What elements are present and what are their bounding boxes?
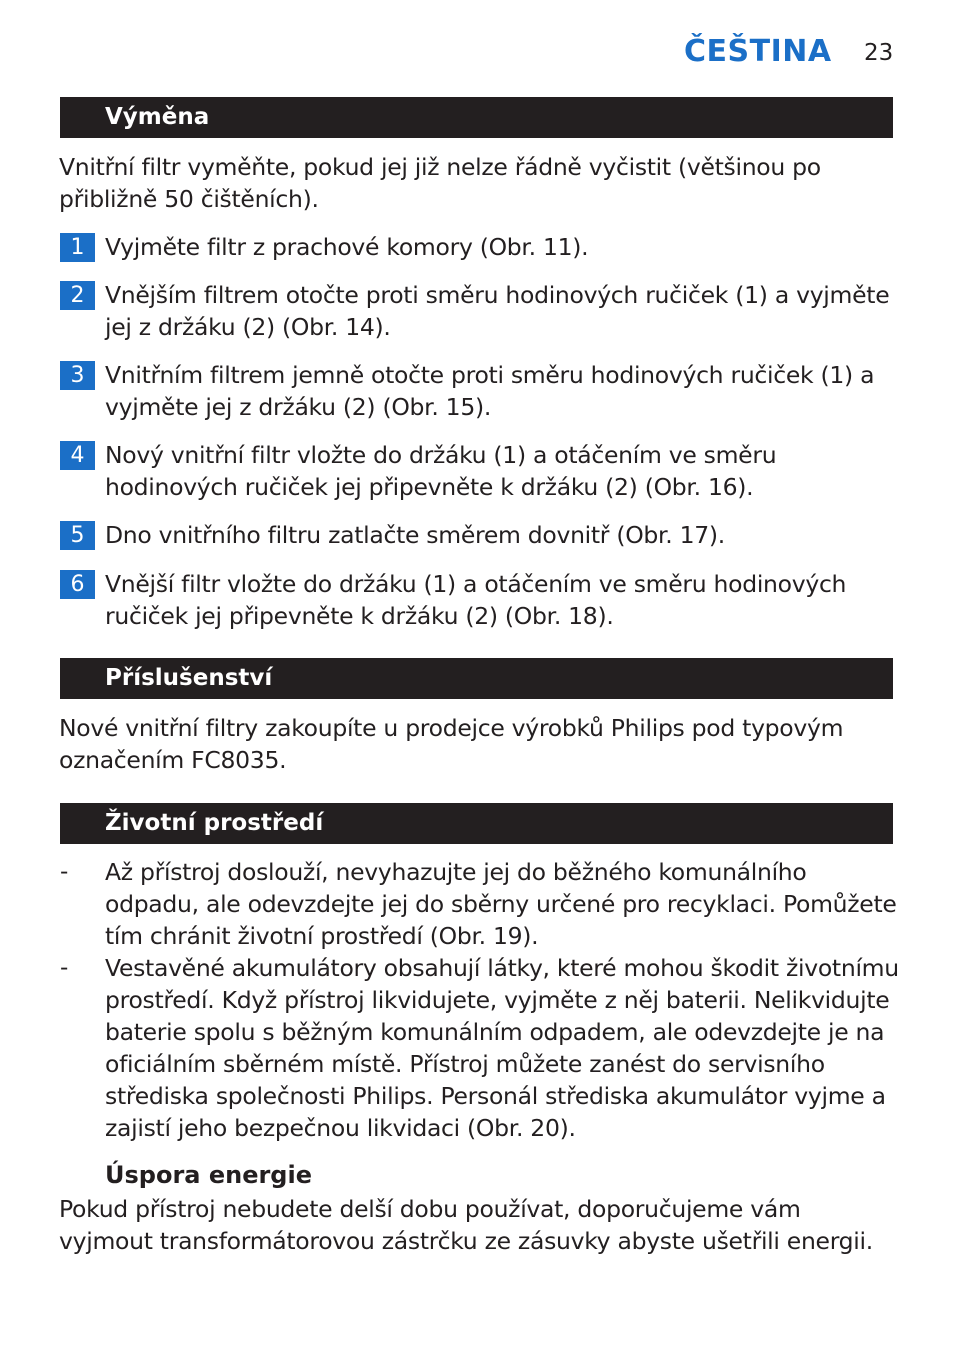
bullet-text: Až přístroj doslouží, nevyhazujte jej do běžného komunálního odpadu, ale odevzdejte jej do sběrny určené pro recyklaci. Pomůžete tím chránit životní prostředí (Obr. 19).: [105, 858, 897, 950]
step-text: Vnější filtr vložte do držáku (1) a otáčením ve směru hodinových ručiček jej připevněte k držáku (2) (Obr. 18).: [105, 570, 847, 630]
energy-text: Pokud přístroj nebudete delší dobu používat, doporučujeme vám vyjmout transformátorovou zástrčku ze zásuvky abyste ušetřili energii.: [59, 1195, 873, 1255]
accessories-text: Nové vnitřní filtry zakoupíte u prodejce výrobků Philips pod typovým označením FC8035.: [59, 714, 844, 774]
step-number: 4: [60, 441, 95, 470]
bullet-dash: -: [60, 955, 69, 981]
bullet-dash: -: [60, 859, 69, 885]
language-label: ČEŠTINA: [684, 34, 832, 69]
page-number: 23: [864, 40, 894, 66]
step-text: Vyjměte filtr z prachové komory (Obr. 11).: [105, 233, 589, 261]
replacement-intro: Vnitřní filtr vyměňte, pokud jej již nelze řádně vyčistit (většinou po přibližně 50 čištěních).: [59, 153, 821, 213]
step-number: 6: [60, 570, 95, 599]
step-text: Vnějším filtrem otočte proti směru hodinových ručiček (1) a vyjměte jej z držáku (2) (Obr. 14).: [105, 281, 890, 341]
step-number: 5: [60, 521, 95, 550]
step-text: Vnitřním filtrem jemně otočte proti směru hodinových ručiček (1) a vyjměte jej z držáku (2) (Obr. 15).: [105, 361, 875, 421]
step-number: 2: [60, 281, 95, 310]
section-bar-environment: Životní prostředí: [60, 803, 893, 844]
step-text: Nový vnitřní filtr vložte do držáku (1) a otáčením ve směru hodinových ručiček jej připevněte k držáku (2) (Obr. 16).: [105, 441, 777, 501]
bullet-text: Vestavěné akumulátory obsahují látky, které mohou škodit životnímu prostředí. Když přístroj likvidujete, vyjměte z něj baterii. Nelikvidujte baterie spolu s běžným komunálním odpadem, ale odevzdejte je na oficiálním sběrném místě. Přístroj můžete zanést do servisního střediska společnosti Philips. Personál střediska akumulátor vyjme a zajistí jeho bezpečnou likvidaci (Obr. 20).: [105, 954, 899, 1142]
step-text: Dno vnitřního filtru zatlačte směrem dovnitř (Obr. 17).: [105, 521, 725, 549]
step-number: 3: [60, 361, 95, 390]
section-bar-replacement: Výměna: [60, 97, 893, 138]
section-bar-accessories: Příslušenství: [60, 658, 893, 699]
step-number: 1: [60, 233, 95, 262]
energy-heading: Úspora energie: [105, 1161, 312, 1189]
